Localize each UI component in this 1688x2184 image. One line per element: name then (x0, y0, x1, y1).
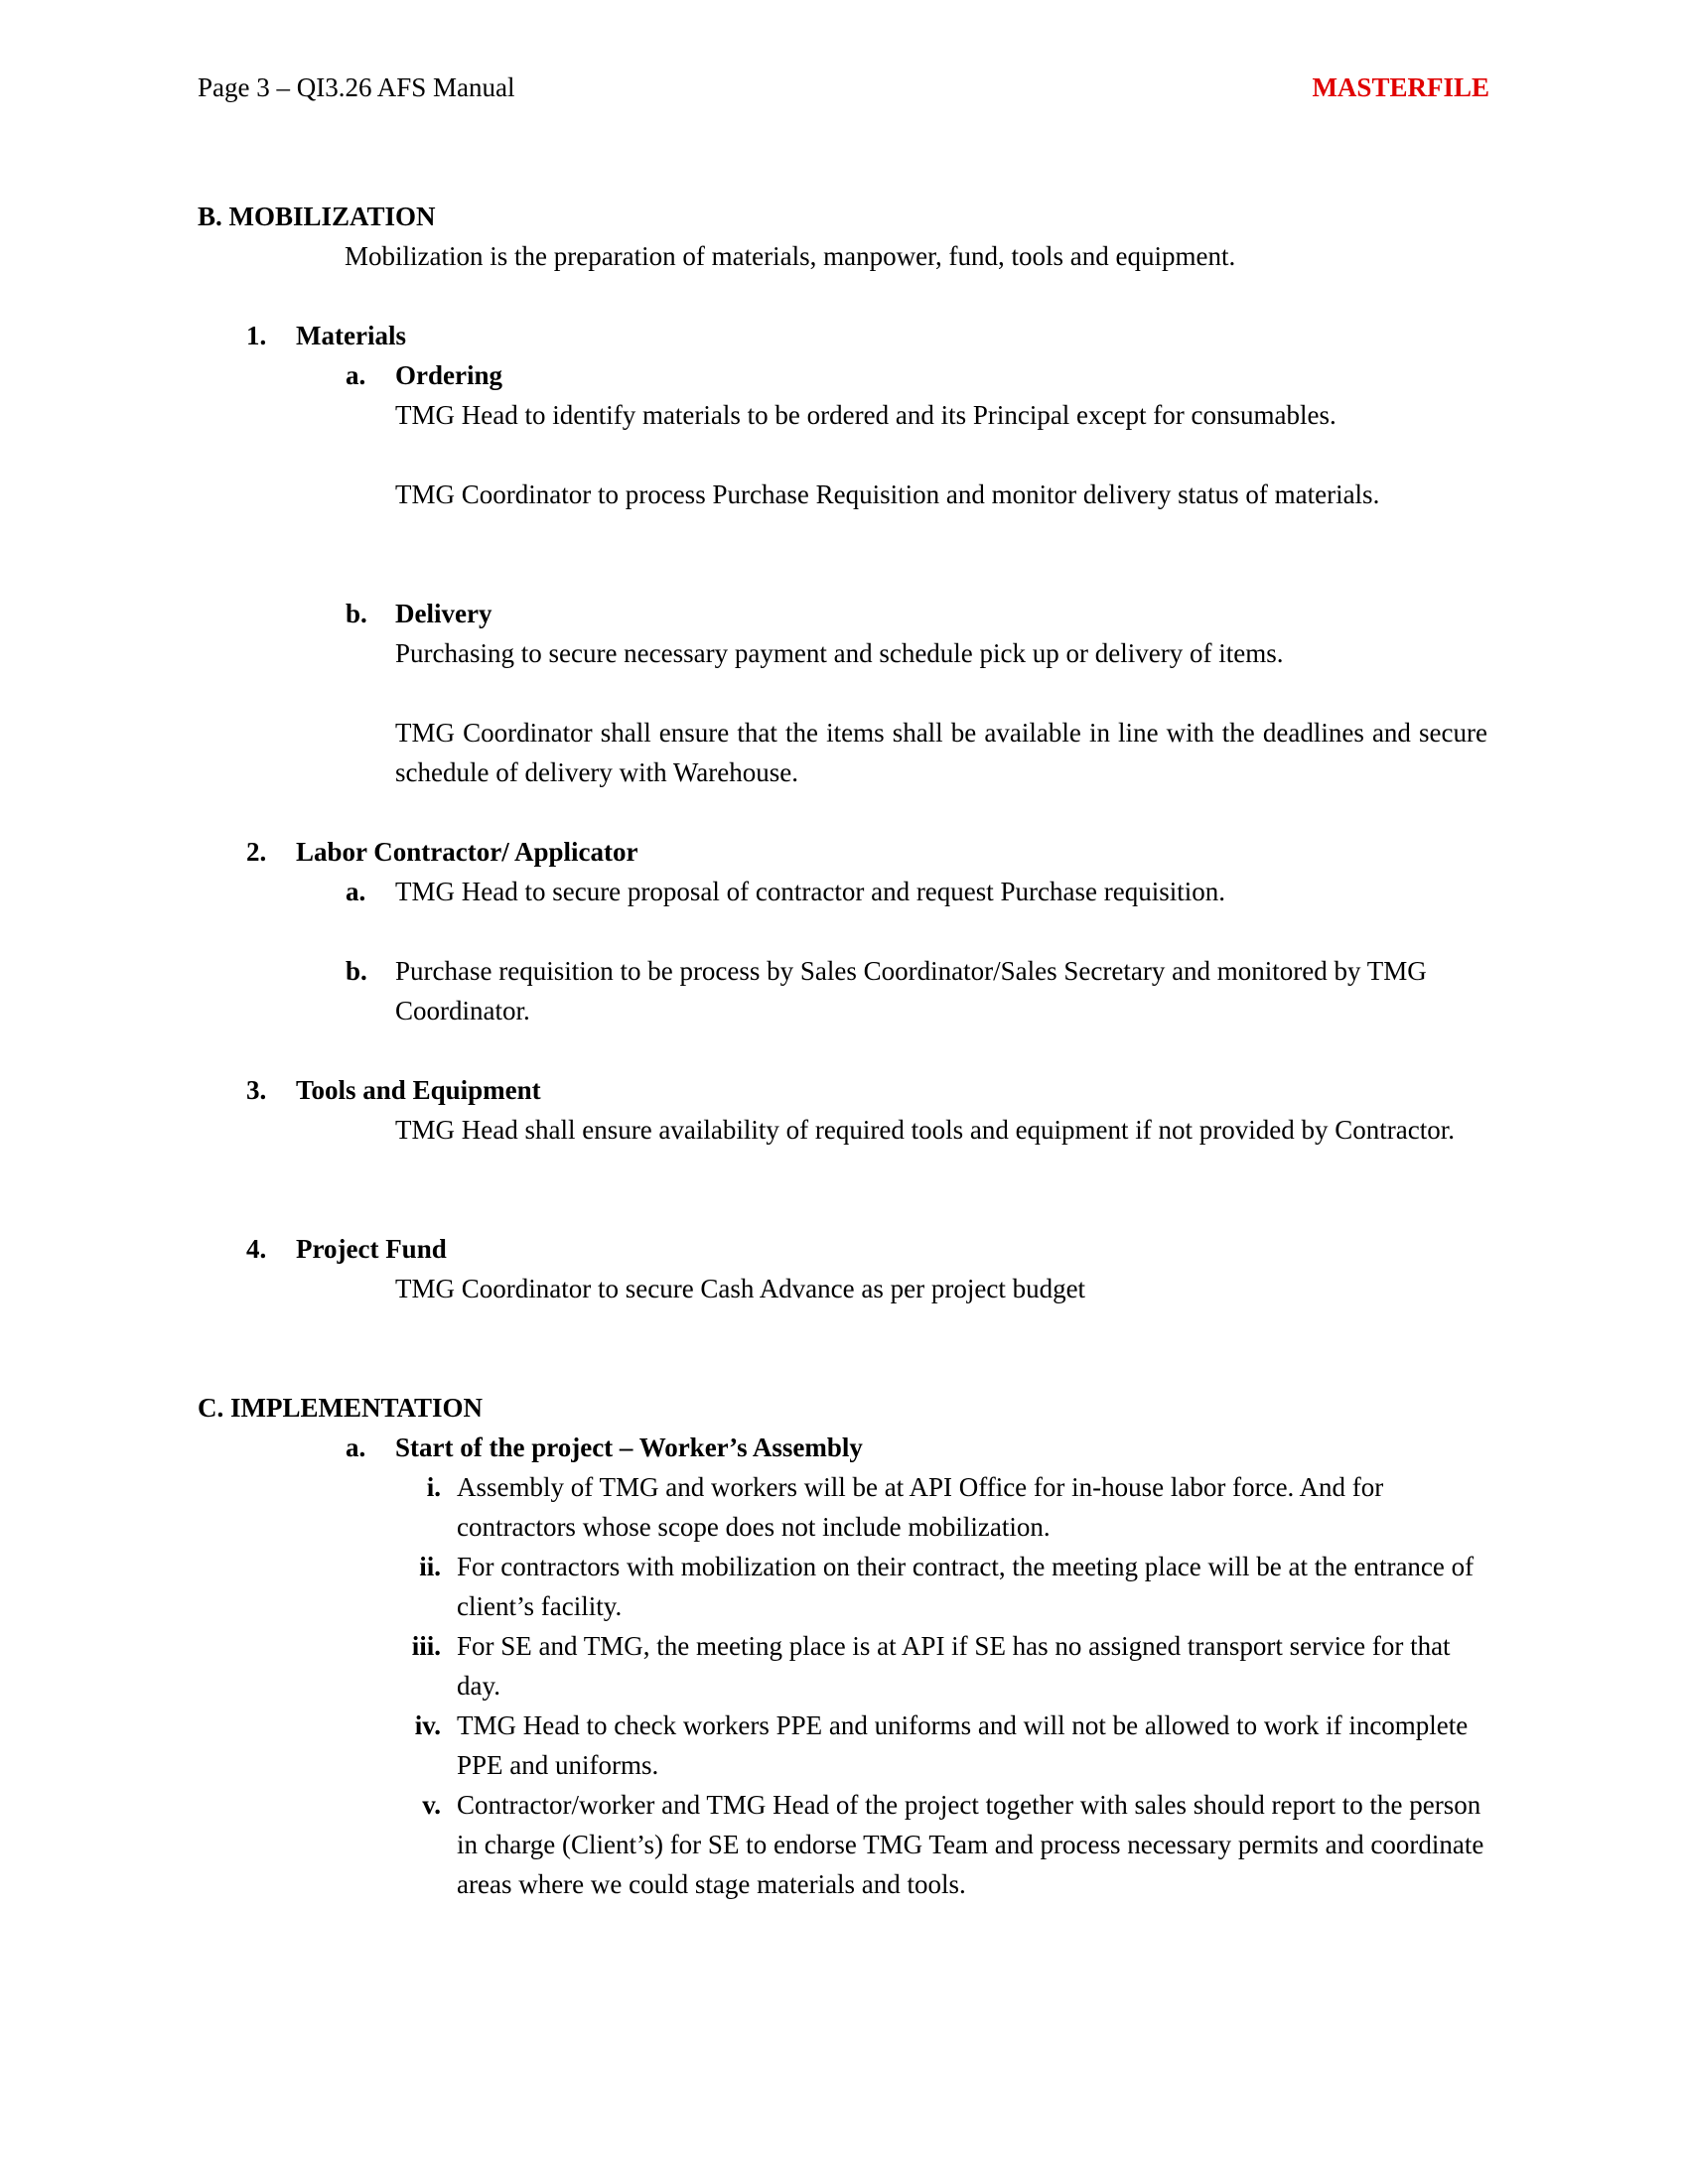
roman-numeral: v. (422, 1790, 441, 1820)
item-number: 4. (246, 1234, 267, 1264)
tools-heading: Tools and Equipment (296, 1075, 541, 1105)
assembly-item: TMG Head to check workers PPE and uniforms and will not be allowed to work if incomplete PPE and uniforms. (457, 1710, 1469, 1780)
assembly-item: For SE and TMG, the meeting place is at API if SE has no assigned transport service for that day. (457, 1631, 1451, 1701)
ordering-paragraph-1: TMG Head to identify materials to be ordered and its Principal except for consumables. (395, 400, 1336, 430)
labor-heading: Labor Contractor/ Applicator (296, 837, 638, 867)
roman-numeral: iii. (411, 1631, 441, 1661)
section-b-heading: B. MOBILIZATION (198, 202, 436, 231)
subitem-letter: a. (346, 1433, 366, 1462)
labor-item-a: TMG Head to secure proposal of contractor and request Purchase requisition. (395, 877, 1225, 906)
materials-heading: Materials (296, 321, 406, 350)
section-c-heading: C. IMPLEMENTATION (198, 1393, 484, 1423)
delivery-paragraph-1: Purchasing to secure necessary payment and schedule pick up or delivery of items. (395, 638, 1284, 668)
section-b-intro: Mobilization is the preparation of materials, manpower, fund, tools and equipment. (345, 241, 1236, 271)
item-number: 2. (246, 837, 267, 867)
delivery-paragraph-2: TMG Coordinator shall ensure that the items shall be available in line with the deadlines and secure schedule of delivery with Warehouse. (395, 718, 1487, 787)
tools-paragraph: TMG Head shall ensure availability of required tools and equipment if not provided by Contractor. (395, 1115, 1455, 1145)
masterfile-label: MASTERFILE (1312, 72, 1489, 102)
assembly-item: Assembly of TMG and workers will be at API Office for in-house labor force. And for contractors whose scope does not include mobilization. (457, 1472, 1384, 1542)
worker-assembly-heading: Start of the project – Worker’s Assembly (395, 1433, 863, 1462)
item-number: 1. (246, 321, 267, 350)
subitem-letter: a. (346, 877, 366, 906)
delivery-heading: Delivery (395, 599, 492, 628)
subitem-letter: b. (346, 956, 367, 986)
ordering-paragraph-2: TMG Coordinator to process Purchase Requisition and monitor delivery status of materials. (395, 479, 1380, 509)
assembly-item: For contractors with mobilization on their contract, the meeting place will be at the entrance of client’s facility. (457, 1552, 1475, 1621)
fund-paragraph: TMG Coordinator to secure Cash Advance as per project budget (395, 1274, 1086, 1303)
subitem-letter: b. (346, 599, 367, 628)
ordering-heading: Ordering (395, 360, 502, 390)
roman-numeral: ii. (419, 1552, 441, 1581)
roman-numeral: i. (426, 1472, 441, 1502)
roman-numeral: iv. (414, 1710, 441, 1740)
assembly-item: Contractor/worker and TMG Head of the project together with sales should report to the person in charge (Client’s) for SE to endorse TMG Team and process necessary permits and coordinate areas where we could stage materials and tools. (457, 1790, 1484, 1899)
fund-heading: Project Fund (296, 1234, 447, 1264)
item-number: 3. (246, 1075, 267, 1105)
page-header-left: Page 3 – QI3.26 AFS Manual (198, 72, 515, 102)
subitem-letter: a. (346, 360, 366, 390)
labor-item-b: Purchase requisition to be process by Sales Coordinator/Sales Secretary and monitored by TMG Coordinator. (395, 956, 1427, 1025)
